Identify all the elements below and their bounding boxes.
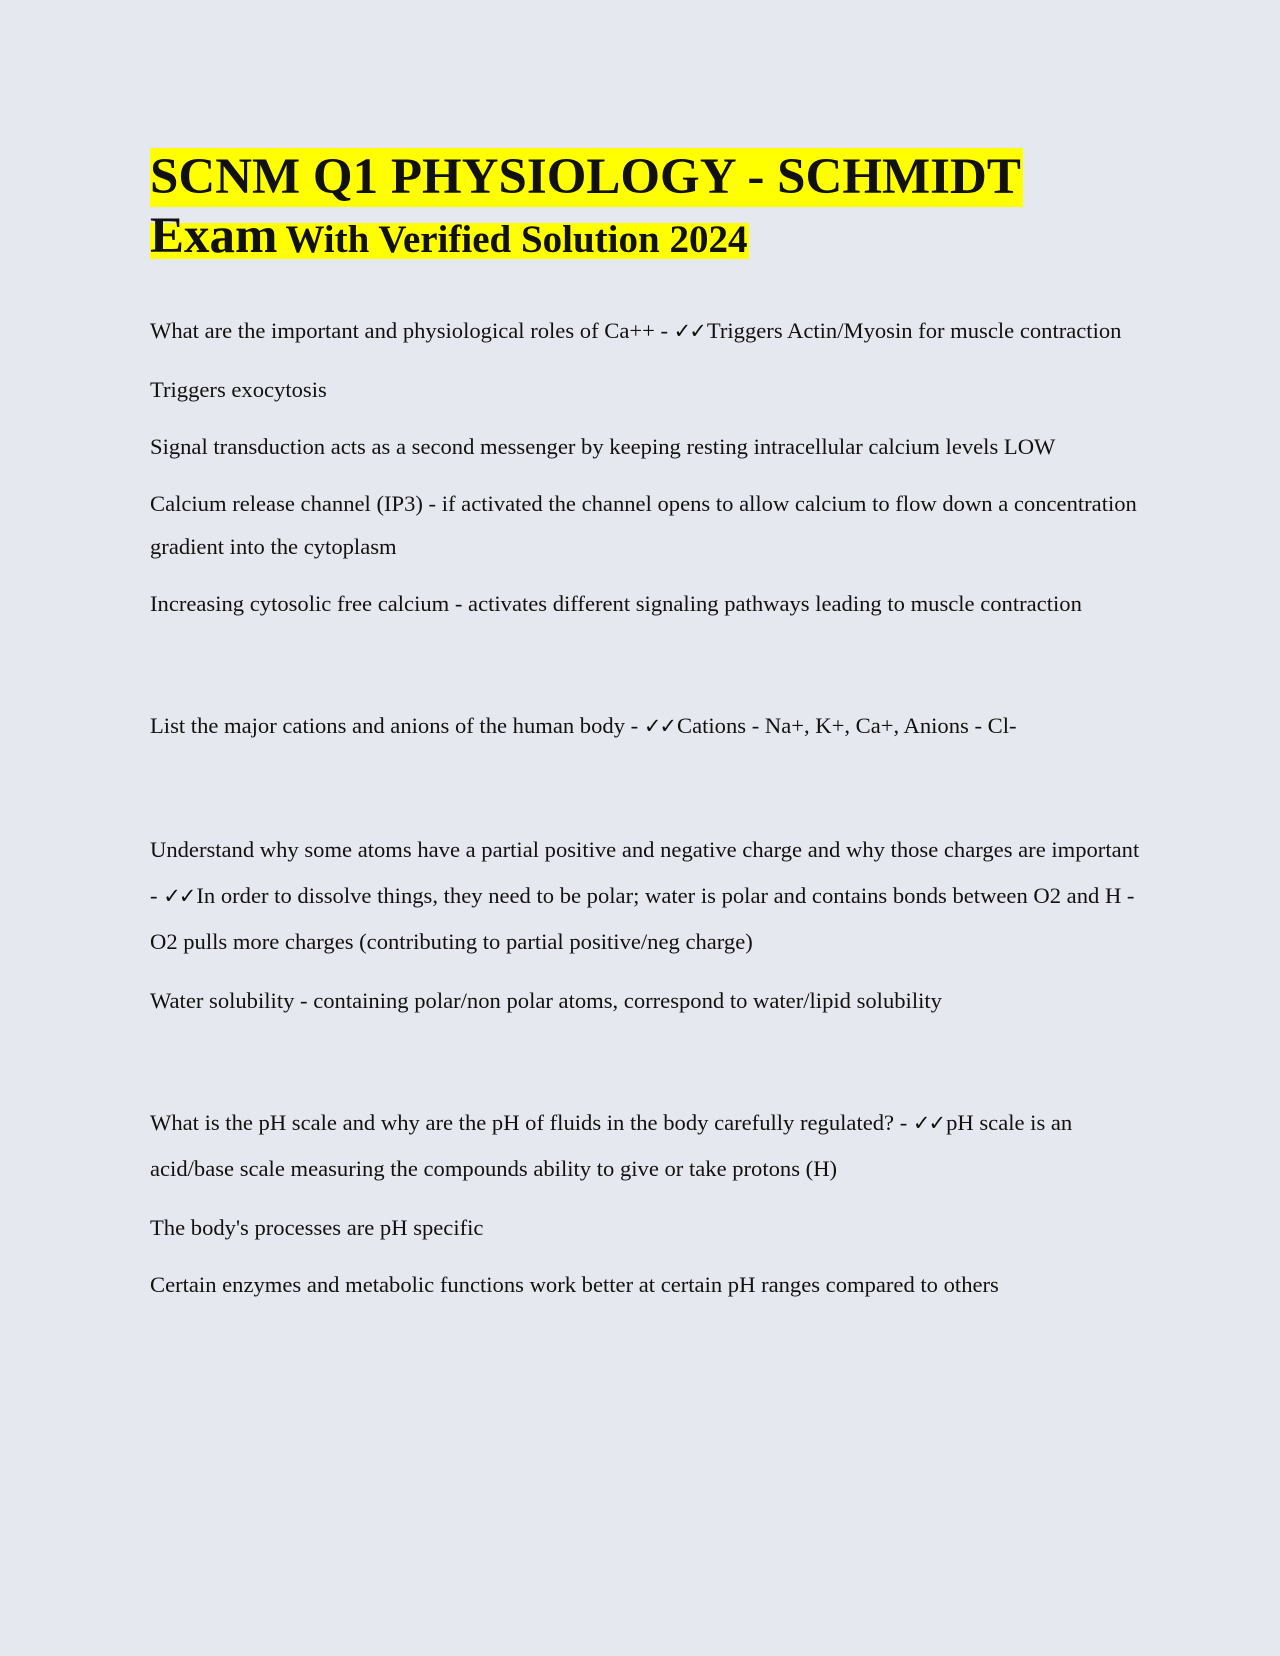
answer-text: Cations - Na+, K+, Ca+, Anions - Cl- — [677, 713, 1017, 739]
question-text: Understand why some atoms have a partial positive and negative charge and why those charges are important - — [150, 837, 1140, 909]
answer-text: In order to dissolve things, they need to be polar; water is polar and contains bonds between O2 and H - O2 pulls more charges (contributing to partial positive/neg charge) — [150, 883, 1135, 955]
qa-content — [150, 308, 1140, 1306]
answer-detail: Certain enzymes and metabolic functions work better at certain pH ranges compared to others — [150, 1272, 999, 1298]
section-gap — [150, 625, 1140, 703]
answer-text: pH scale is an acid/base scale measuring the compounds ability to give or take protons (H) — [150, 1110, 1073, 1182]
title-subtitle: With Verified Solution 2024 — [285, 218, 748, 262]
answer-detail: Triggers exocytosis — [150, 377, 327, 403]
section-gap — [150, 1022, 1140, 1100]
document-title — [150, 148, 1140, 266]
title-exam-word: Exam — [150, 208, 278, 265]
answer-detail: Calcium release channel (IP3) - if activated the channel opens to allow calcium to flow down a concentration gradient into the cytoplasm — [150, 491, 1137, 560]
title-line-2 — [150, 208, 749, 265]
section-gap — [150, 749, 1140, 827]
answer-detail: Signal transduction acts as a second messenger by keeping resting intracellular calcium levels LOW — [150, 434, 1056, 460]
question-text: What are the important and physiological roles of Ca++ - — [150, 318, 674, 344]
double-check-icon: ✓✓ — [912, 1111, 945, 1136]
double-check-icon: ✓✓ — [673, 319, 705, 344]
question-text: What is the pH scale and why are the pH of fluids in the body carefully regulated? - — [150, 1110, 913, 1136]
answer-detail: Water solubility - containing polar/non polar atoms, correspond to water/lipid solubility — [150, 988, 942, 1014]
answer-detail: The body's processes are pH specific — [150, 1215, 484, 1241]
qa-item-ions — [150, 703, 1140, 749]
title-line-1: SCNM Q1 PHYSIOLOGY - SCHMIDT — [150, 148, 1023, 207]
question-text: List the major cations and anions of the human body - — [150, 713, 644, 739]
qa-item-calcium — [150, 308, 1140, 354]
double-check-icon: ✓✓ — [643, 714, 676, 739]
answer-detail: Increasing cytosolic free calcium - activates different signaling pathways leading to muscle contraction — [150, 591, 1082, 617]
qa-item-polarity — [150, 827, 1140, 965]
document-page — [150, 148, 1140, 1306]
answer-text: Triggers Actin/Myosin for muscle contraction — [706, 318, 1122, 344]
double-check-icon: ✓✓ — [163, 884, 195, 909]
qa-item-ph — [150, 1100, 1140, 1192]
